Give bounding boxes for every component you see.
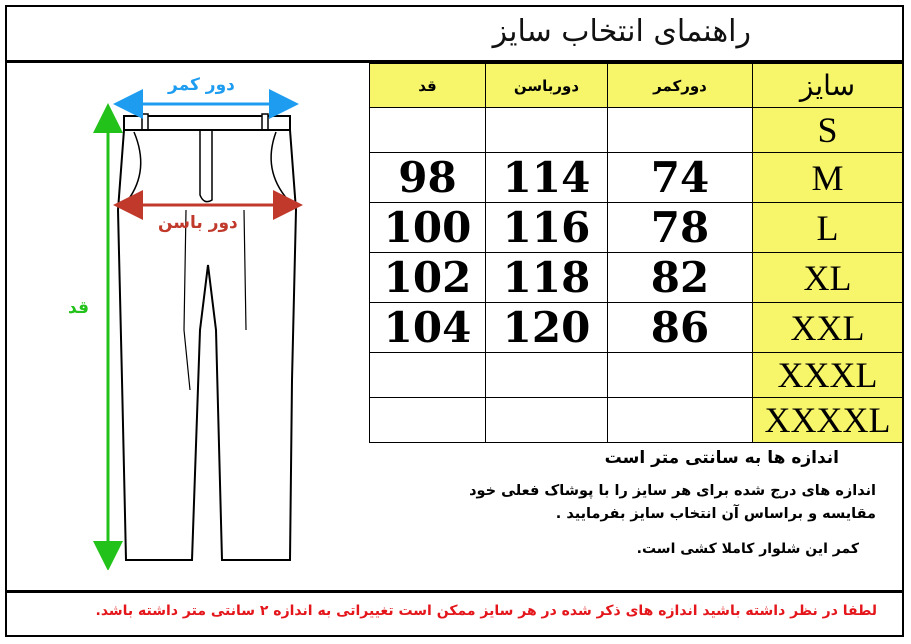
trousers-diagram xyxy=(60,70,360,570)
cell-waist: 74 xyxy=(608,153,753,203)
cell-size: S xyxy=(753,108,903,153)
table-row xyxy=(370,203,903,253)
trousers-outline xyxy=(118,130,296,560)
waist-label: دور کمر xyxy=(168,75,235,95)
cell-hip xyxy=(486,398,608,443)
tolerance-warning: لطفا در نظر داشته باشید اندازه های ذکر شده در هر سایز ممکن است تغییراتی به اندازه ۲ سانتی متر داشته باشد. xyxy=(95,603,877,619)
table-header-row xyxy=(370,64,903,108)
cell-hip: 114 xyxy=(486,153,608,203)
cell-length xyxy=(370,398,486,443)
cell-waist xyxy=(608,108,753,153)
cell-waist: 82 xyxy=(608,253,753,303)
header-hip: دورباسن xyxy=(486,64,608,108)
cell-size: XXXL xyxy=(753,353,903,398)
cell-waist: 86 xyxy=(608,303,753,353)
cell-size: XL xyxy=(753,253,903,303)
table-row xyxy=(370,153,903,203)
cell-length: 98 xyxy=(370,153,486,203)
length-label: قد xyxy=(68,298,89,318)
cell-hip: 120 xyxy=(486,303,608,353)
cell-hip: 118 xyxy=(486,253,608,303)
table-row xyxy=(370,253,903,303)
cell-waist: 78 xyxy=(608,203,753,253)
cell-length: 102 xyxy=(370,253,486,303)
table-row xyxy=(370,398,903,443)
footer-divider xyxy=(5,590,904,593)
cell-length xyxy=(370,108,486,153)
cell-hip xyxy=(486,353,608,398)
size-table xyxy=(369,63,903,443)
header-length: قد xyxy=(370,64,486,108)
cell-length: 104 xyxy=(370,303,486,353)
stretch-note: کمر این شلوار کاملا کشی است. xyxy=(636,541,859,557)
table-row xyxy=(370,303,903,353)
cell-size: L xyxy=(753,203,903,253)
table-row xyxy=(370,108,903,153)
cell-waist xyxy=(608,353,753,398)
header-waist: دورکمر xyxy=(608,64,753,108)
cell-hip: 116 xyxy=(486,203,608,253)
cell-size: XXL xyxy=(753,303,903,353)
table-row xyxy=(370,353,903,398)
cell-waist xyxy=(608,398,753,443)
cell-hip xyxy=(486,108,608,153)
instruction-note: اندازه های درج شده برای هر سایز را با پوشاک فعلی خود مقایسه و براساس آن انتخاب سایز بفرمایید . xyxy=(469,483,876,522)
cell-length xyxy=(370,353,486,398)
unit-note: اندازه ها به سانتی متر است xyxy=(604,448,839,468)
cell-size: M xyxy=(753,153,903,203)
header-size: سایز xyxy=(753,64,903,108)
hip-label: دور باسن xyxy=(158,213,238,233)
page-title: راهنمای انتخاب سایز xyxy=(492,14,751,49)
cell-size: XXXXL xyxy=(753,398,903,443)
cell-length: 100 xyxy=(370,203,486,253)
